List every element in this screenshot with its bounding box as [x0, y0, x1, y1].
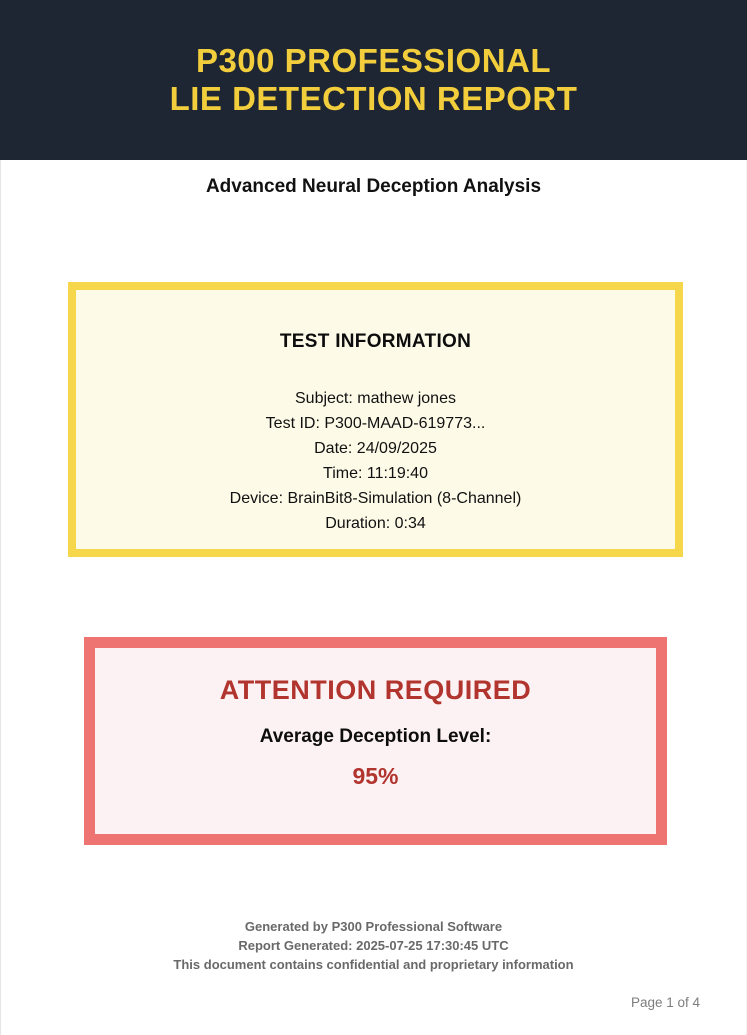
report-title-line1: P300 PROFESSIONAL — [195, 42, 552, 79]
attention-title: ATTENTION REQUIRED — [219, 675, 532, 705]
test-information-box — [68, 282, 683, 557]
test-info-date: Date: 24/09/2025 — [314, 440, 437, 457]
attention-box — [84, 637, 667, 845]
deception-level-value: 95% — [352, 763, 399, 789]
report-subtitle: Advanced Neural Deception Analysis — [205, 176, 542, 197]
test-information-title: TEST INFORMATION — [279, 331, 472, 352]
footer-generated-by: Generated by P300 Professional Software — [244, 919, 503, 934]
test-information-list — [76, 386, 675, 536]
report-footer — [0, 917, 747, 974]
report-title-line2: LIE DETECTION REPORT — [169, 80, 578, 117]
page-number: Page 1 of 4 — [630, 995, 700, 1010]
footer-confidential-notice: This document contains confidential and proprietary information — [173, 957, 574, 972]
footer-report-generated: Report Generated: 2025-07-25 17:30:45 UTC — [238, 938, 509, 953]
deception-level-label: Average Deception Level: — [259, 726, 492, 747]
test-info-device: Device: BrainBit8-Simulation (8-Channel) — [229, 490, 522, 507]
test-info-duration: Duration: 0:34 — [325, 515, 426, 532]
report-header — [0, 0, 747, 160]
test-info-time: Time: 11:19:40 — [323, 465, 428, 482]
test-info-subject: Subject: mathew jones — [295, 390, 456, 407]
test-info-test-id: Test ID: P300-MAAD-619773... — [265, 415, 486, 432]
